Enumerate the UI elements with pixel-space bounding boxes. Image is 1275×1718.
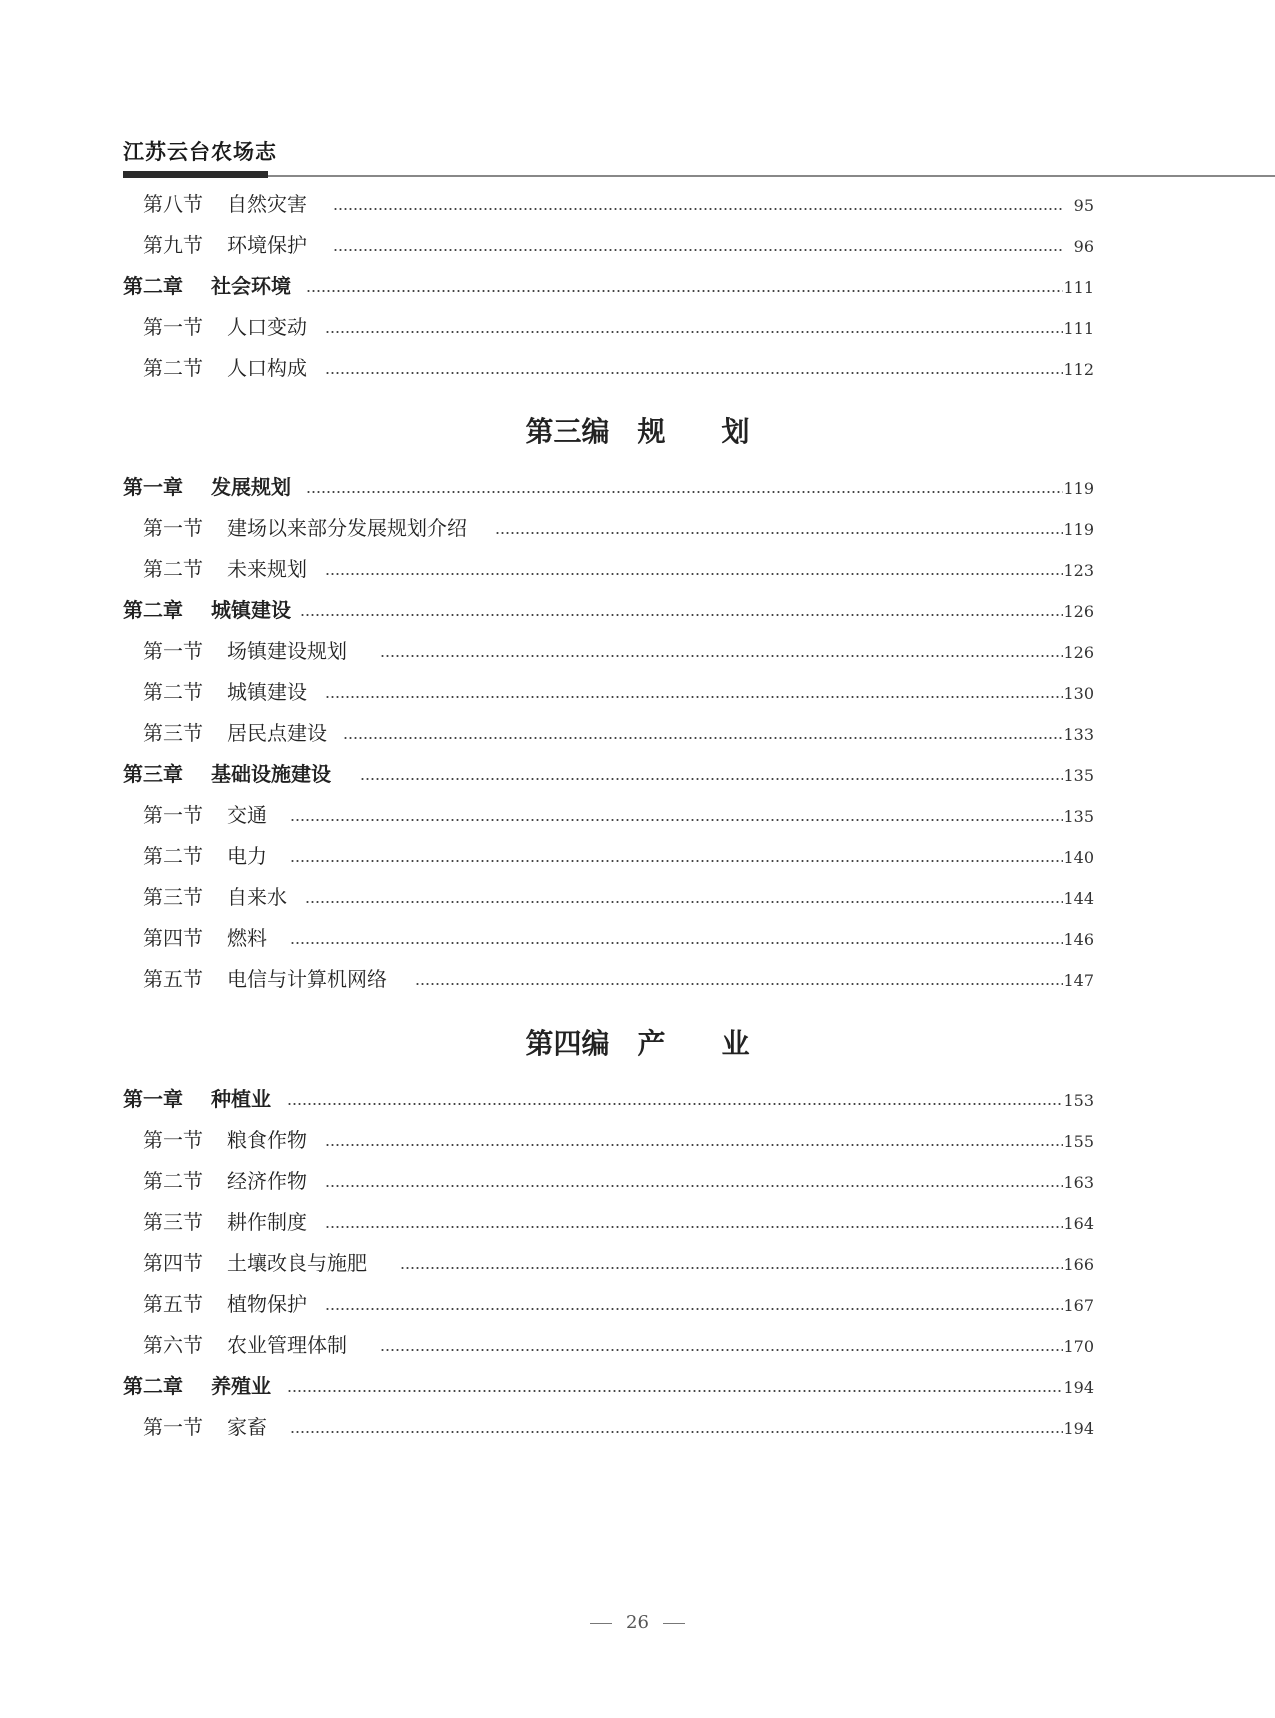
dot-leader bbox=[360, 778, 1063, 780]
toc-entry-label bbox=[123, 469, 291, 505]
section-number: 第三节 bbox=[143, 885, 203, 909]
dot-leader bbox=[325, 696, 1063, 698]
section-number: 第四节 bbox=[143, 1251, 203, 1275]
page-reference: 135 bbox=[1063, 807, 1094, 826]
section-number: 第一节 bbox=[143, 1128, 203, 1152]
chapter-number: 第二章 bbox=[123, 598, 183, 622]
toc-chapter-entry[interactable] bbox=[0, 1081, 1275, 1117]
toc-section-entry[interactable] bbox=[0, 920, 1275, 956]
toc-entry-label bbox=[123, 756, 331, 792]
page-reference: 130 bbox=[1063, 684, 1094, 703]
entry-title: 发展规划 bbox=[211, 475, 291, 499]
page-reference: 194 bbox=[1063, 1419, 1094, 1438]
entry-title: 养殖业 bbox=[211, 1374, 271, 1398]
page-footer bbox=[0, 1612, 1275, 1633]
toc-section-entry[interactable] bbox=[0, 1204, 1275, 1240]
toc-entry-label bbox=[143, 1286, 307, 1322]
toc-entry-label bbox=[143, 920, 267, 956]
dot-leader bbox=[325, 1308, 1063, 1310]
header-rule-accent bbox=[123, 171, 268, 178]
page-number: 26 bbox=[626, 1612, 649, 1633]
toc-section-entry[interactable] bbox=[0, 715, 1275, 751]
dot-leader bbox=[290, 860, 1063, 862]
toc-entry-label bbox=[143, 674, 307, 710]
toc-section-entry[interactable] bbox=[0, 186, 1275, 222]
toc-entry-label bbox=[123, 1081, 271, 1117]
part-title bbox=[0, 410, 1275, 450]
toc-section-entry[interactable] bbox=[0, 674, 1275, 710]
page-reference: 144 bbox=[1063, 889, 1094, 908]
page-reference: 163 bbox=[1063, 1173, 1094, 1192]
dot-leader bbox=[400, 1267, 1063, 1269]
toc-entry-label bbox=[143, 551, 307, 587]
dot-leader bbox=[300, 614, 1063, 616]
header-rule bbox=[123, 175, 1275, 177]
toc-entry-label bbox=[123, 1368, 271, 1404]
toc-entry-label bbox=[143, 1204, 307, 1240]
section-number: 第一节 bbox=[143, 315, 203, 339]
dot-leader bbox=[306, 491, 1063, 493]
dot-leader bbox=[290, 819, 1063, 821]
entry-title: 种植业 bbox=[211, 1087, 271, 1111]
toc-section-entry[interactable] bbox=[0, 1286, 1275, 1322]
dot-leader bbox=[325, 331, 1063, 333]
footer-dash-right bbox=[663, 1623, 685, 1624]
entry-title: 未来规划 bbox=[227, 557, 307, 581]
section-number: 第二节 bbox=[143, 356, 203, 380]
dot-leader bbox=[380, 1349, 1063, 1351]
part-number: 第三编 bbox=[525, 415, 610, 448]
dot-leader bbox=[380, 655, 1063, 657]
toc-section-entry[interactable] bbox=[0, 838, 1275, 874]
toc-entry-label bbox=[143, 510, 467, 546]
dot-leader bbox=[333, 249, 1063, 251]
dot-leader bbox=[495, 532, 1063, 534]
page-reference: 95 bbox=[1073, 196, 1094, 215]
entry-title: 居民点建设 bbox=[227, 721, 327, 745]
entry-title: 建场以来部分发展规划介绍 bbox=[227, 516, 467, 540]
toc-entry-label bbox=[143, 1327, 347, 1363]
page-reference: 111 bbox=[1063, 278, 1094, 297]
section-number: 第六节 bbox=[143, 1333, 203, 1357]
toc-chapter-entry[interactable] bbox=[0, 268, 1275, 304]
toc-entry-label bbox=[143, 1245, 367, 1281]
page-reference: 133 bbox=[1063, 725, 1094, 744]
page-reference: 164 bbox=[1063, 1214, 1094, 1233]
page-reference: 146 bbox=[1063, 930, 1094, 949]
page-reference: 140 bbox=[1063, 848, 1094, 867]
toc-entry-label bbox=[143, 879, 287, 915]
toc-entry-label bbox=[123, 592, 291, 628]
toc-section-entry[interactable] bbox=[0, 551, 1275, 587]
dot-leader bbox=[325, 1144, 1063, 1146]
section-number: 第一节 bbox=[143, 803, 203, 827]
toc-section-entry[interactable] bbox=[0, 1245, 1275, 1281]
chapter-number: 第二章 bbox=[123, 1374, 183, 1398]
page-reference: 166 bbox=[1063, 1255, 1094, 1274]
page-reference: 126 bbox=[1063, 602, 1094, 621]
part-name: 产 业 bbox=[637, 1027, 750, 1060]
dot-leader bbox=[287, 1390, 1063, 1392]
toc-chapter-entry[interactable] bbox=[0, 592, 1275, 628]
toc-section-entry[interactable] bbox=[0, 1163, 1275, 1199]
section-number: 第三节 bbox=[143, 1210, 203, 1234]
entry-title: 农业管理体制 bbox=[227, 1333, 347, 1357]
entry-title: 自来水 bbox=[227, 885, 287, 909]
entry-title: 社会环境 bbox=[211, 274, 291, 298]
dot-leader bbox=[305, 901, 1063, 903]
toc-section-entry[interactable] bbox=[0, 350, 1275, 386]
page-reference: 194 bbox=[1063, 1378, 1094, 1397]
toc-section-entry[interactable] bbox=[0, 633, 1275, 669]
page-reference: 126 bbox=[1063, 643, 1094, 662]
dot-leader bbox=[290, 1431, 1063, 1433]
page-reference: 119 bbox=[1063, 520, 1094, 539]
entry-title: 植物保护 bbox=[227, 1292, 307, 1316]
toc-section-entry[interactable] bbox=[0, 1122, 1275, 1158]
dot-leader bbox=[415, 983, 1063, 985]
page-reference: 112 bbox=[1063, 360, 1094, 379]
page-reference: 170 bbox=[1063, 1337, 1094, 1356]
toc-section-entry[interactable] bbox=[0, 1409, 1275, 1445]
section-number: 第九节 bbox=[143, 233, 203, 257]
dot-leader bbox=[333, 208, 1063, 210]
toc-section-entry[interactable] bbox=[0, 227, 1275, 263]
section-number: 第三节 bbox=[143, 721, 203, 745]
page-reference: 147 bbox=[1063, 971, 1094, 990]
page-reference: 123 bbox=[1063, 561, 1094, 580]
section-number: 第二节 bbox=[143, 557, 203, 581]
entry-title: 交通 bbox=[227, 803, 267, 827]
section-number: 第五节 bbox=[143, 1292, 203, 1316]
entry-title: 人口变动 bbox=[227, 315, 307, 339]
toc-entry-label bbox=[143, 350, 307, 386]
toc-section-entry[interactable] bbox=[0, 510, 1275, 546]
page-reference: 96 bbox=[1073, 237, 1094, 256]
toc-entry-label bbox=[143, 186, 307, 222]
toc-chapter-entry[interactable] bbox=[0, 469, 1275, 505]
dot-leader bbox=[287, 1103, 1063, 1105]
part-name: 规 划 bbox=[637, 415, 750, 448]
chapter-number: 第一章 bbox=[123, 1087, 183, 1111]
toc-section-entry[interactable] bbox=[0, 961, 1275, 997]
page-reference: 119 bbox=[1063, 479, 1094, 498]
chapter-number: 第二章 bbox=[123, 274, 183, 298]
entry-title: 人口构成 bbox=[227, 356, 307, 380]
part-number: 第四编 bbox=[525, 1027, 610, 1060]
toc-chapter-entry[interactable] bbox=[0, 756, 1275, 792]
dot-leader bbox=[290, 942, 1063, 944]
toc-entry-label bbox=[143, 715, 327, 751]
page-reference: 135 bbox=[1063, 766, 1094, 785]
page-reference: 153 bbox=[1063, 1091, 1094, 1110]
toc-entry-label bbox=[143, 309, 307, 345]
dot-leader bbox=[343, 737, 1063, 739]
chapter-number: 第三章 bbox=[123, 762, 183, 786]
toc-chapter-entry[interactable] bbox=[0, 1368, 1275, 1404]
section-number: 第二节 bbox=[143, 1169, 203, 1193]
entry-title: 粮食作物 bbox=[227, 1128, 307, 1152]
page-reference: 155 bbox=[1063, 1132, 1094, 1151]
toc-entry-label bbox=[143, 961, 387, 997]
toc-section-entry[interactable] bbox=[0, 797, 1275, 833]
toc-entry-label bbox=[143, 1122, 307, 1158]
entry-title: 耕作制度 bbox=[227, 1210, 307, 1234]
dot-leader bbox=[325, 372, 1063, 374]
toc-entry-label bbox=[143, 1163, 307, 1199]
dot-leader bbox=[325, 1185, 1063, 1187]
dot-leader bbox=[325, 1226, 1063, 1228]
page-reference: 167 bbox=[1063, 1296, 1094, 1315]
entry-title: 电力 bbox=[227, 844, 267, 868]
footer-dash-left bbox=[590, 1623, 612, 1624]
section-number: 第四节 bbox=[143, 926, 203, 950]
entry-title: 城镇建设 bbox=[227, 680, 307, 704]
page-reference: 111 bbox=[1063, 319, 1094, 338]
toc-entry-label bbox=[143, 838, 267, 874]
entry-title: 基础设施建设 bbox=[211, 762, 331, 786]
running-header-title: 江苏云台农场志 bbox=[123, 140, 277, 164]
entry-title: 电信与计算机网络 bbox=[227, 967, 387, 991]
dot-leader bbox=[306, 290, 1063, 292]
toc-entry-label bbox=[143, 797, 267, 833]
toc-entry-label bbox=[143, 227, 307, 263]
section-number: 第二节 bbox=[143, 680, 203, 704]
entry-title: 家畜 bbox=[227, 1415, 267, 1439]
section-number: 第五节 bbox=[143, 967, 203, 991]
toc-section-entry[interactable] bbox=[0, 309, 1275, 345]
entry-title: 经济作物 bbox=[227, 1169, 307, 1193]
toc-entry-label bbox=[123, 268, 291, 304]
section-number: 第一节 bbox=[143, 639, 203, 663]
chapter-number: 第一章 bbox=[123, 475, 183, 499]
toc-section-entry[interactable] bbox=[0, 1327, 1275, 1363]
section-number: 第二节 bbox=[143, 844, 203, 868]
entry-title: 自然灾害 bbox=[227, 192, 307, 216]
dot-leader bbox=[325, 573, 1063, 575]
entry-title: 场镇建设规划 bbox=[227, 639, 347, 663]
toc-entry-label bbox=[143, 1409, 267, 1445]
section-number: 第八节 bbox=[143, 192, 203, 216]
entry-title: 环境保护 bbox=[227, 233, 307, 257]
section-number: 第一节 bbox=[143, 516, 203, 540]
entry-title: 土壤改良与施肥 bbox=[227, 1251, 367, 1275]
toc-section-entry[interactable] bbox=[0, 879, 1275, 915]
part-title bbox=[0, 1022, 1275, 1062]
toc-entry-label bbox=[143, 633, 347, 669]
entry-title: 城镇建设 bbox=[211, 598, 291, 622]
section-number: 第一节 bbox=[143, 1415, 203, 1439]
entry-title: 燃料 bbox=[227, 926, 267, 950]
